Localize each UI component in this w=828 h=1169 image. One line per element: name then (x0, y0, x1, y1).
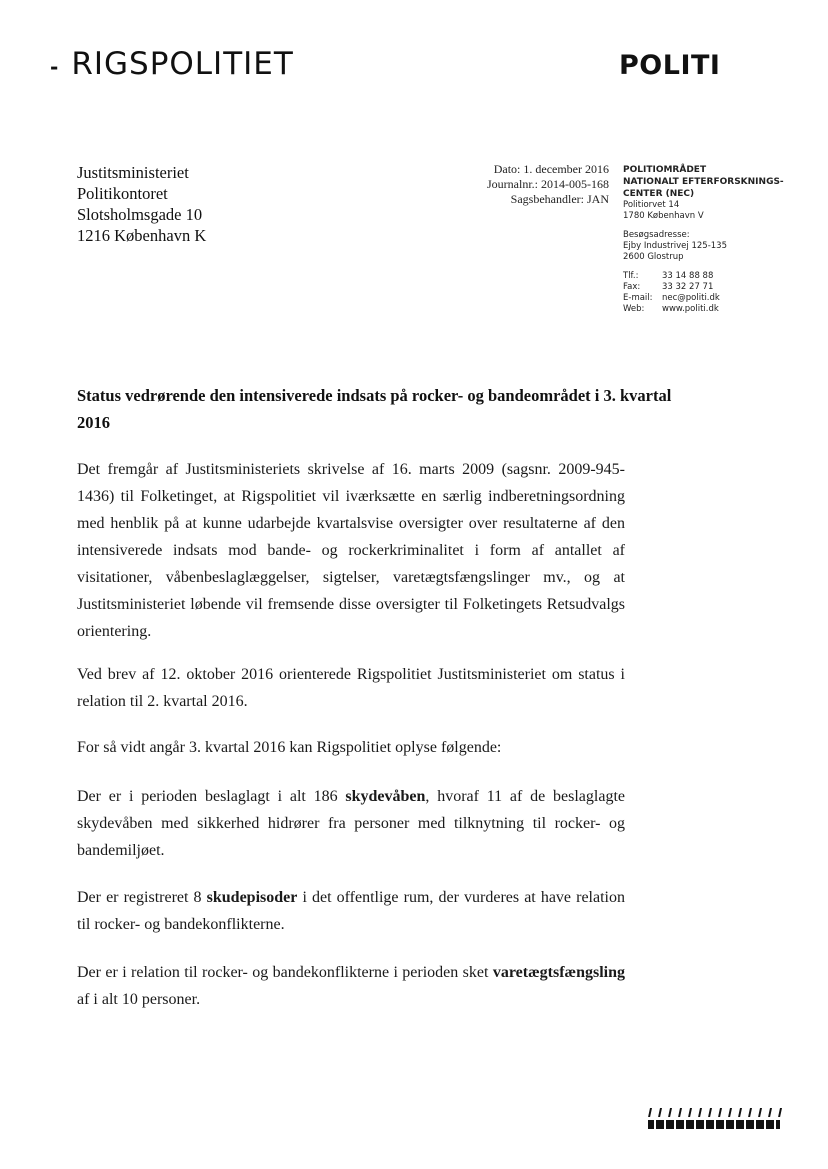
recipient-line: Slotsholmsgade 10 (77, 205, 203, 224)
letterhead-title (50, 46, 294, 82)
text-span: af i alt 10 personer. (77, 991, 201, 1008)
contact-value: 33 14 88 88 (662, 271, 714, 281)
journal-line: Journalnr.: 2014-005-168 (487, 177, 609, 191)
emphasis-firearms: skydevåben (345, 788, 426, 805)
text-span: Der er i relation til rocker- og bandekonflikterne i perioden sket (77, 964, 493, 981)
barcode-icon (648, 1108, 782, 1130)
body-paragraph: Ved brev af 12. oktober 2016 orienterede Rigspolitiet Justitsministeriet om status i relation til 2. kvartal 2016. (77, 666, 625, 710)
contact-email (623, 293, 813, 304)
body-paragraph: Det fremgår af Justitsministeriets skrivelse af 16. marts 2009 (sagsnr. 2009-945-1436) til Folketinget, at Rigspolitiet vil iværksætte en særlig indberetningsordning med henblik på at kunne udarbejde kvartalsvise oversigter over resultaterne af den intensiverede indsats mod bande- og rockerkriminalitet i form af antallet af visitationer, våbenbeslaglæggelser, sigtelser, varetægtsfængslinger mv., og at Justitsministeriet løbende vil fremsende disse oversigter til Folketingets Retsudvalgs orientering. (77, 461, 625, 640)
date-line: Dato: 1. december 2016 (493, 162, 609, 176)
letter-metadata (487, 162, 609, 207)
body-paragraph-custody (77, 959, 625, 1013)
text-span: , hvoraf 11 af de beslaglagte skydevåben med sikkerhed hidrører fra personer med tilknytning til rocker- og bandemiljøet. (77, 788, 625, 859)
contact-label: Web: (623, 304, 645, 314)
emphasis-custody: varetægtsfængsling (492, 964, 625, 981)
contact-phone (623, 271, 813, 282)
contact-value: 33 32 27 71 (662, 282, 714, 292)
recipient-line: Politikontoret (77, 184, 168, 203)
emphasis-shootings: skudepisoder (206, 889, 298, 906)
recipient-address (77, 162, 206, 246)
body-paragraph-firearms (77, 783, 625, 864)
politi-logo: POLITI (619, 50, 721, 81)
letterhead-name: RIGSPOLITIET (71, 46, 294, 82)
contact-label: E-mail: (623, 293, 653, 303)
contact-fax (623, 282, 813, 293)
sender-block (623, 164, 813, 315)
recipient-line: Justitsministeriet (77, 163, 189, 182)
visit-address-line: 2600 Glostrup (623, 252, 684, 262)
contact-web (623, 304, 813, 315)
contact-label: Tlf.: (623, 271, 639, 281)
recipient-line: 1216 København K (77, 226, 207, 245)
contact-label: Fax: (623, 282, 641, 292)
sender-org-line: POLITIOMRÅDET (623, 165, 707, 175)
contact-value: www.politi.dk (662, 304, 719, 314)
sender-org-line: NATIONALT EFTERFORSKNINGS- (623, 177, 784, 187)
letter-body (77, 456, 625, 1036)
sender-address-line: 1780 København V (623, 211, 704, 221)
text-span: i det offentlige rum, der vurderes at have relation til rocker- og bandekonflikterne. (77, 889, 625, 933)
body-paragraph: For så vidt angår 3. kvartal 2016 kan Rigspolitiet oplyse følgende: (77, 739, 502, 756)
text-span: Der er registreret 8 (77, 889, 207, 906)
case-handler-line: Sagsbehandler: JAN (510, 192, 609, 206)
contact-value: nec@politi.dk (662, 293, 720, 303)
visit-address-line: Ejby Industrivej 125-135 (623, 241, 727, 251)
sender-address-line: Politiorvet 14 (623, 200, 680, 210)
body-paragraph-shootings (77, 884, 625, 938)
text-span: Der er i perioden beslaglagt i alt 186 (77, 788, 346, 805)
sender-org-line: CENTER (NEC) (623, 189, 695, 199)
visit-address-label: Besøgsadresse: (623, 230, 690, 240)
letterhead-mark: - (50, 55, 60, 79)
letter-subject: Status vedrørende den intensiverede indsats på rocker- og bandeområdet i 3. kvartal 2016 (77, 386, 672, 432)
